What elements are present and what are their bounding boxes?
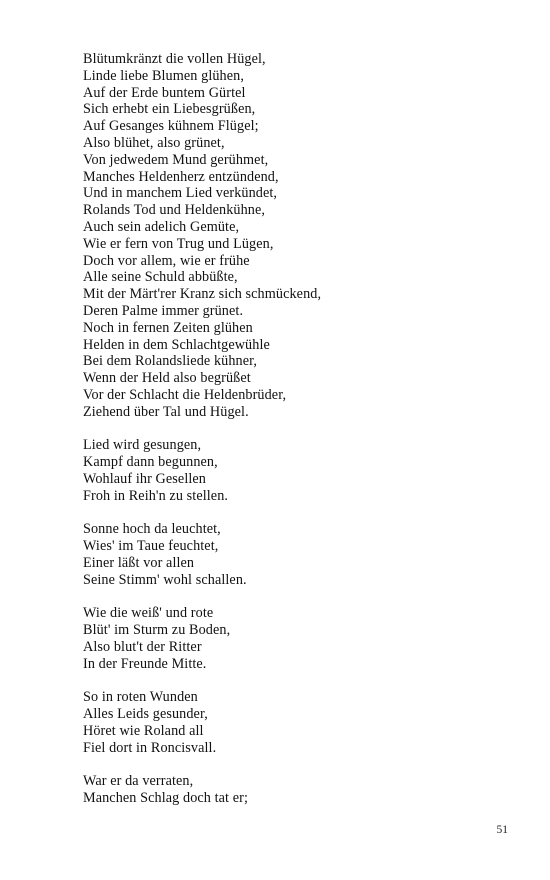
poem-line: Von jedwedem Mund gerühmet, xyxy=(83,151,269,168)
poem-line: Seine Stimm' wohl schallen. xyxy=(83,571,247,588)
poem-line: Manches Heldenherz entzündend, xyxy=(83,168,279,185)
poem-line: Wenn der Held also begrüßet xyxy=(83,370,251,387)
poem-line: Helden in dem Schlachtgewühle xyxy=(83,336,270,353)
poem-line: Wies' im Taue feuchtet, xyxy=(83,538,219,555)
poem-line: Bei dem Rolandsliede kühner, xyxy=(83,353,258,370)
poem-line: Höret wie Roland all xyxy=(83,722,204,739)
poem-line: Mit der Märt'rer Kranz sich schmückend, xyxy=(83,286,322,303)
poem-line: Und in manchem Lied verkündet, xyxy=(83,185,278,202)
poem-line: Also blut't der Ritter xyxy=(83,638,202,655)
stanza-3 xyxy=(83,521,523,588)
poem-line: So in roten Wunden xyxy=(83,689,198,706)
poem-line: Auf der Erde buntem Gürtel xyxy=(83,84,246,101)
poem-line: Vor der Schlacht die Heldenbrüder, xyxy=(83,386,287,403)
poem-line: Doch vor allem, wie er frühe xyxy=(83,252,250,269)
stanza-5 xyxy=(83,689,523,756)
poem-line: Fiel dort in Roncisvall. xyxy=(83,739,217,756)
poem-line: Einer läßt vor allen xyxy=(83,554,195,571)
poem-line: War er da verraten, xyxy=(83,773,194,790)
poem-line: Wie die weiß' und rote xyxy=(83,605,214,622)
poem-line: Lied wird gesungen, xyxy=(83,437,202,454)
poem-line: Deren Palme immer grünet. xyxy=(83,302,244,319)
poem-line: Kampf dann begunnen, xyxy=(83,454,218,471)
poem-line: Froh in Reih'n zu stellen. xyxy=(83,487,229,504)
stanza-4 xyxy=(83,605,523,672)
poem-line: Sich erhebt ein Liebesgrüßen, xyxy=(83,101,256,118)
poem-text xyxy=(83,51,523,807)
poem-line: Manchen Schlag doch tat er; xyxy=(83,790,249,807)
poem-line: Noch in fernen Zeiten glühen xyxy=(83,319,253,336)
poem-line: Blütumkränzt die vollen Hügel, xyxy=(83,51,266,67)
poem-line: Wie er fern von Trug und Lügen, xyxy=(83,235,274,252)
poem-line: Also blühet, also grünet, xyxy=(83,134,225,151)
poem-line: Auf Gesanges kühnem Flügel; xyxy=(83,118,259,135)
poem-line: Rolands Tod und Heldenkühne, xyxy=(83,202,266,219)
poem-line: In der Freunde Mitte. xyxy=(83,655,207,672)
poem-line: Blüt' im Sturm zu Boden, xyxy=(83,622,231,639)
poem-line: Auch sein adelich Gemüte, xyxy=(83,218,240,235)
poem-line: Sonne hoch da leuchtet, xyxy=(83,521,221,538)
poem-line: Ziehend über Tal und Hügel. xyxy=(83,403,249,420)
stanza-2 xyxy=(83,437,523,504)
stanza-6 xyxy=(83,773,523,807)
poem-line: Alle seine Schuld abbüßte, xyxy=(83,269,238,286)
poem-line: Alles Leids gesunder, xyxy=(83,706,208,723)
stanza-1 xyxy=(83,51,523,421)
page-number: 51 xyxy=(496,824,508,836)
poem-line: Linde liebe Blumen glühen, xyxy=(83,67,244,84)
poem-line: Wohlauf ihr Gesellen xyxy=(83,470,206,487)
